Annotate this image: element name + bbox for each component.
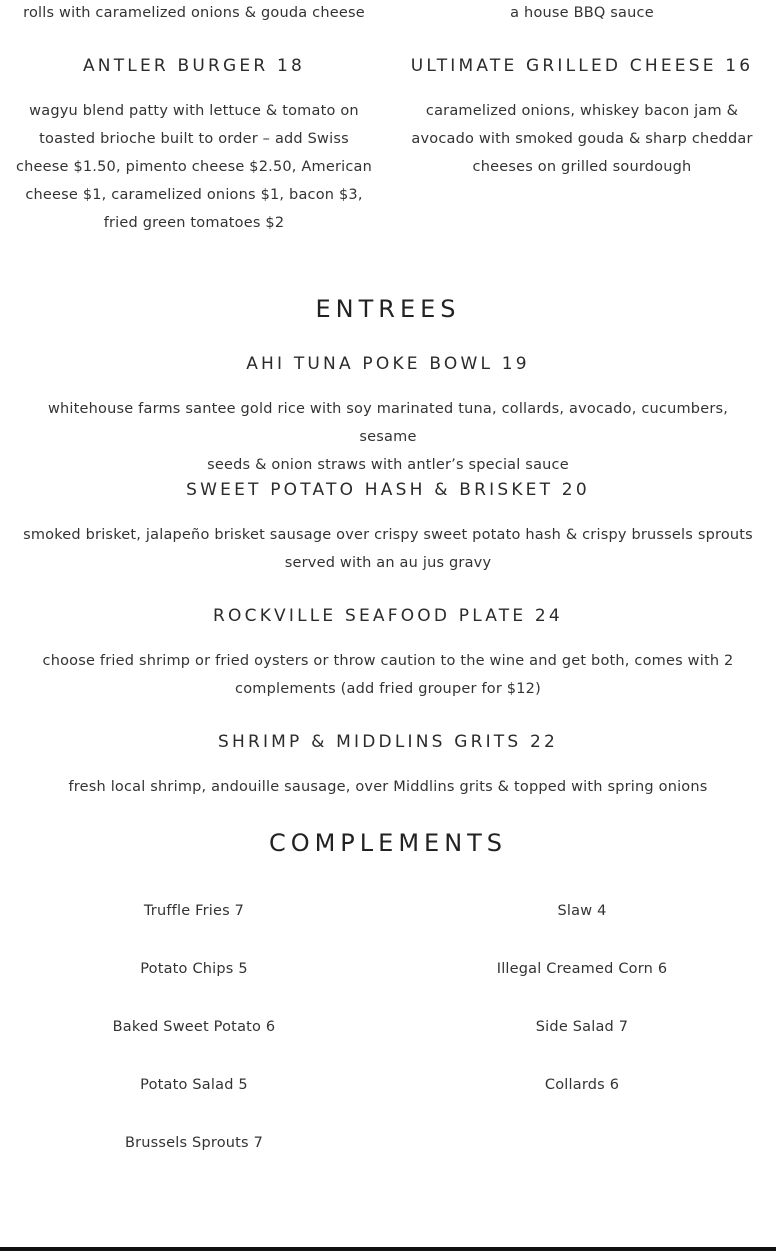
desc-line: complements (add fried grouper for $12)	[235, 681, 541, 697]
entree-title: AHI TUNA POKE BOWL 19	[246, 354, 530, 374]
desc-line: cheeses on grilled sourdough	[472, 159, 692, 175]
entree-title: SWEET POTATO HASH & BRISKET 20	[186, 480, 590, 500]
complement-item: Baked Sweet Potato 6	[112, 1019, 276, 1035]
antler-burger-title: ANTLER BURGER 18	[82, 56, 306, 76]
entree-description	[20, 395, 756, 479]
desc-line: caramelized onions, whiskey bacon jam &	[425, 103, 739, 119]
entree-description	[20, 521, 756, 577]
complement-item: Brussels Sprouts 7	[124, 1135, 264, 1151]
desc-line: toasted brioche built to order – add Swiss	[39, 131, 349, 147]
antler-burger-description	[0, 97, 388, 237]
desc-line: fresh local shrimp, andouille sausage, over Middlins grits & topped with spring onions	[68, 779, 708, 795]
complement-item: Potato Chips 5	[140, 961, 248, 977]
bottom-divider	[0, 1247, 776, 1251]
entree-title: ROCKVILLE SEAFOOD PLATE 24	[213, 606, 563, 626]
burger-prev-desc-tail: rolls with caramelized onions & gouda cheese	[23, 5, 365, 21]
desc-line: wagyu blend patty with lettuce & tomato on	[29, 103, 359, 119]
complement-item: Collards 6	[544, 1077, 620, 1093]
grilled-cheese-title: ULTIMATE GRILLED CHEESE 16	[410, 56, 754, 76]
desc-line: whitehouse farms santee gold rice with soy marinated tuna, collards, avocado, cucumbers, sesame	[47, 401, 729, 445]
desc-line: fried green tomatoes $2	[103, 215, 285, 231]
entrees-heading: ENTREES	[315, 295, 461, 323]
desc-line: choose fried shrimp or fried oysters or throw caution to the wine and get both, comes with 2	[42, 653, 734, 669]
desc-line: smoked brisket, jalapeño brisket sausage over crispy sweet potato hash & crispy brussels sprouts	[23, 527, 753, 543]
grilled-cheese-description	[388, 97, 776, 181]
entree-title: SHRIMP & MIDDLINS GRITS 22	[217, 732, 559, 752]
entree-description	[20, 773, 756, 801]
entree-description	[20, 647, 756, 703]
complement-item: Potato Salad 5	[140, 1077, 248, 1093]
desc-line: served with an au jus gravy	[284, 555, 492, 571]
desc-line: seeds & onion straws with antler’s special sauce	[207, 457, 569, 473]
complements-heading: COMPLEMENTS	[268, 829, 508, 857]
bbq-prev-desc-tail: a house BBQ sauce	[510, 5, 654, 21]
desc-line: cheese $1.50, pimento cheese $2.50, American	[15, 159, 373, 175]
complement-item: Side Salad 7	[535, 1019, 629, 1035]
complement-item: Illegal Creamed Corn 6	[496, 961, 668, 977]
complement-item: Slaw 4	[557, 903, 607, 919]
desc-line: avocado with smoked gouda & sharp cheddar	[411, 131, 753, 147]
complement-item: Truffle Fries 7	[143, 903, 245, 919]
desc-line: cheese $1, caramelized onions $1, bacon $3,	[25, 187, 363, 203]
